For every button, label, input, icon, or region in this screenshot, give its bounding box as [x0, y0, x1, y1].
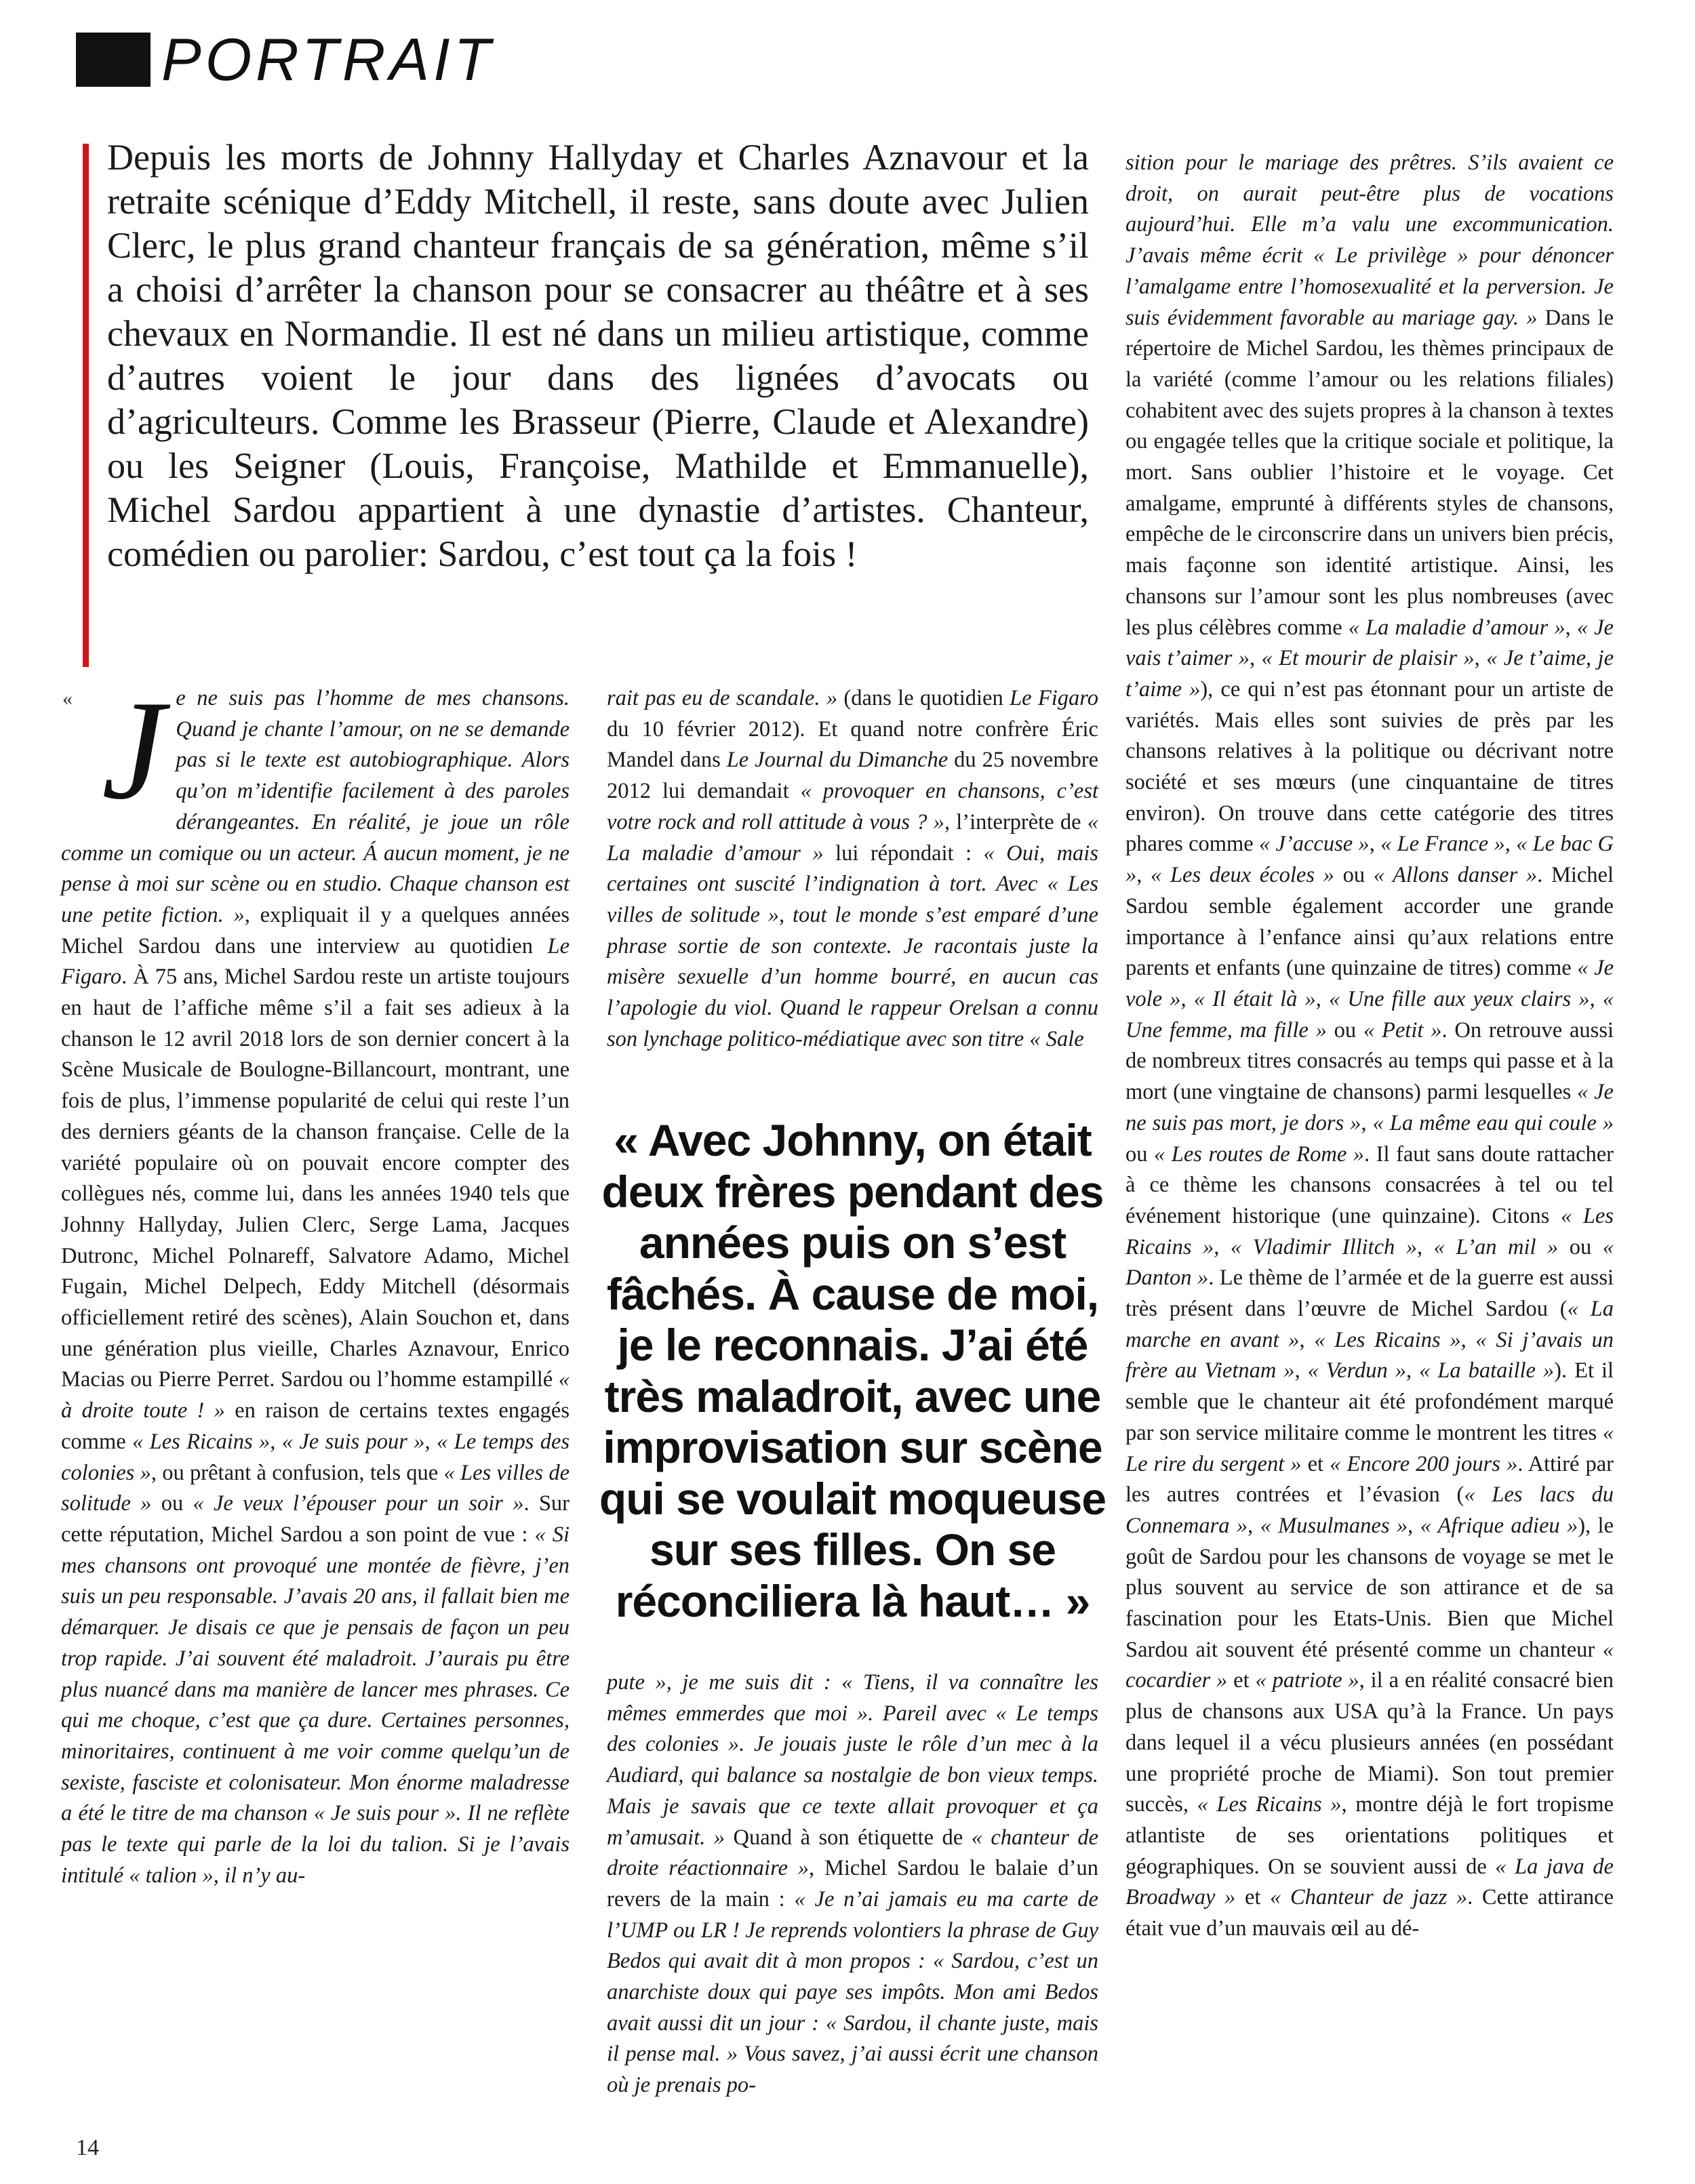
column-2-bottom-text: pute », je me suis dit : « Tiens, il va connaître les mêmes emmerdes que moi ». Pareil avec « Le temps des colonies ». Je jouais juste le rôle d’un mec à la Audiard, qui balance sa nostalgie de bon vieux temps. Mais je savais que ce texte allait provoquer et ça m’amusait. » Quand à son étiquette de « chanteur de droite réactionnaire », Michel Sardou le balaie d’un revers de la main : « Je n’ai jamais eu ma carte de l’UMP ou LR ! Je reprends volontiers la phrase de Guy Bedos qui avait dit à mon propos : « Sardou, c’est un anarchiste doux qui paye ses impôts. Mon ami Bedos avait aussi dit un jour : « Sardou, il chante juste, mais il pense mal. » Vous savez, j’ai aussi écrit une chanson où je prenais po-	[607, 1670, 1098, 2098]
column-1-text: Je ne suis pas l’homme de mes chansons. Quand je chante l’amour, on ne se demande pas si le texte est autobiographique. Alors qu’on m’identifie facilement à des paroles dérangeantes. En réalité, je joue un rôle comme un comique ou un acteur. Á aucun moment, je ne pense à moi sur scène ou en studio. Chaque chanson est une petite fiction. », expliquait il y a quelques années Michel Sardou dans une interview au quotidien Le Figaro. À 75 ans, Michel Sardou reste un artiste toujours en haut de l’affiche même s’il a fait ses adieux à la chanson le 12 avril 2018 lors de son dernier concert à la Scène Musicale de Boulogne-Billancourt, montrant, une fois de plus, l’immense popularité de celui qui reste l’un des derniers géants de la chanson française. Celle de la variété populaire où on pouvait encore compter des collègues nés, comme lui, dans les années 1940 tels que Johnny Hallyday, Julien Clerc, Serge Lama, Jacques Dutronc, Michel Polnareff, Salvatore Adamo, Michel Fugain, Michel Delpech, Eddy Mitchell (désormais officiellement retiré des scènes), Alain Souchon et, dans une génération plus vieille, Charles Aznavour, Enrico Macias ou Pierre Perret. Sardou ou l’homme estampillé « à droite toute ! » en raison de certains textes engagés comme « Les Ricains », « Je suis pour », « Le temps des colonies », ou prêtant à confusion, tels que « Les villes de solitude » ou « Je veux l’épouser pour un soir ». Sur cette réputation, Michel Sardou a son point de vue : « Si mes chansons ont provoqué une montée de fièvre, j’en suis un peu responsable. J’avais 20 ans, il fallait bien me démarquer. Je disais ce que je pensais de façon un peu trop rapide. J’ai souvent été maladroit. J’aurais pu être plus nuancé dans ma manière de lancer mes phrases. Ce qui me choque, c’est que ça dure. Certaines personnes, minoritaires, continuent à me voir comme quelqu’un de sexiste, fasciste et colonisateur. Mon énorme maladresse a été le titre de ma chanson « Je suis pour ». Il ne reflète pas le texte qui parle de la loi du talion. Si je l’avais intitulé « talion », il n’y au-	[61, 672, 570, 1888]
opening-quote-mark: «	[62, 687, 73, 710]
pull-quote: « Avec Johnny, on était deux frères pendant des années puis on s’est fâchés. À cause de moi, je le reconnais. J’ai été très maladroit, avec une improvisation sur scène qui se voulait moqueuse sur ses filles. On se réconciliera là haut… »	[599, 1115, 1106, 1626]
section-header	[76, 26, 494, 94]
section-title: PORTRAIT	[161, 26, 495, 93]
column-1	[61, 672, 570, 1891]
column-2-top	[607, 683, 1098, 1055]
lead-paragraph: Depuis les morts de Johnny Hallyday et Charles Aznavour et la retraite scénique d’Eddy Mitchell, il reste, sans doute avec Julien Clerc, le plus grand chanteur français de sa génération, même s’il a choisi d’arrêter la chanson pour se consacrer au théâtre et à ses chevaux en Normandie. Il est né dans un milieu artistique, comme d’autres voient le jour dans des lignées d’avocats ou d’agriculteurs. Comme les Brasseur (Pierre, Claude et Alexandre) ou les Seigner (Louis, Françoise, Mathilde et Emmanuelle), Michel Sardou appartient à une dynastie d’artistes. Chanteur, comédien ou parolier: Sardou, c’est tout ça la fois !	[107, 137, 1089, 574]
column-2-bottom	[607, 1667, 1098, 2101]
drop-cap: J	[102, 672, 165, 829]
column-2-top-text: rait pas eu de scandale. » (dans le quotidien Le Figaro du 10 février 2012). Et quand notre confrère Éric Mandel dans Le Journal du Dimanche du 25 novembre 2012 lui demandait « provoquer en chansons, c’est votre rock and roll attitude à vous ? », l’interprète de « La maladie d’amour » lui répondait : « Oui, mais certaines ont suscité l’indignation à tort. Avec « Les villes de solitude », tout le monde s’est emparé d’une phrase sortie de son contexte. Je racontais juste la misère sexuelle d’un homme bourré, en aucun cas l’apologie du viol. Quand le rappeur Orelsan a connu son lynchage politico-médiatique avec son titre « Sale	[607, 686, 1098, 1051]
header-black-bar	[76, 33, 151, 87]
page-number: 14	[76, 2135, 99, 2160]
column-3	[1125, 148, 1614, 1945]
lead-accent-bar	[83, 144, 89, 667]
column-3-text: sition pour le mariage des prêtres. S’ils avaient ce droit, on aurait peut-être plus de vocations aujourd’hui. Elle m’a valu une excommunication. J’avais même écrit « Le privilège » pour dénoncer l’amalgame entre l’homosexualité et la perversion. Je suis évidemment favorable au mariage gay. » Dans le répertoire de Michel Sardou, les thèmes principaux de la variété (comme l’amour ou les relations filiales) cohabitent avec des sujets propres à la chanson à textes ou engagée telles que la critique sociale et politique, la mort. Sans oublier l’histoire et le voyage. Cet amalgame, emprunté à différents styles de chansons, empêche de le circonscrire dans un univers bien précis, mais façonne son identité artistique. Ainsi, les chansons sur l’amour sont les plus nombreuses (avec les plus célèbres comme « La maladie d’amour », « Je vais t’aimer », « Et mourir de plaisir », « Je t’aime, je t’aime »), ce qui n’est pas étonnant pour un artiste de variétés. Mais elles sont suivies de près par les chansons relatives à la politique ou décrivant notre société et ses mœurs (une cinquantaine de titres environ). On trouve dans cette catégorie des titres phares comme « J’accuse », « Le France », « Le bac G », « Les deux écoles » ou « Allons danser ». Michel Sardou semble également accorder une grande importance à l’enfance ainsi qu’aux relations entre parents et enfants (une quinzaine de titres) comme « Je vole », « Il était là », « Une fille aux yeux clairs », « Une femme, ma fille » ou « Petit ». On retrouve aussi de nombreux titres consacrés au temps qui passe et à la mort (une vingtaine de chansons) parmi lesquelles « Je ne suis pas mort, je dors », « La même eau qui coule » ou « Les routes de Rome ». Il faut sans doute rattacher à ce thème les chansons consacrées à tel ou tel événement historique (une quinzaine). Citons « Les Ricains », « Vladimir Illitch », « L’an mil » ou « Danton ». Le thème de l’armée et de la guerre est aussi très présent dans l’œuvre de Michel Sardou (« La marche en avant », « Les Ricains », « Si j’avais un frère au Vietnam », « Verdun », « La bataille »). Et il semble que le chanteur ait été profondément marqué par son service militaire comme le montrent les titres « Le rire du sergent » et « Encore 200 jours ». Attiré par les autres contrées et l’évasion (« Les lacs du Connemara », « Musulmanes », « Afrique adieu »), le goût de Sardou pour les chansons de voyage se met le plus souvent au service de son attirance et de sa fascination pour les Etats-Unis. Bien que Michel Sardou ait souvent été présenté comme un chanteur « cocardier » et « patriote », il a en réalité consacré bien plus de chansons aux USA qu’à la France. Un pays dans lequel il a vécu plusieurs années (en possédant une propriété proche de Miami). Son tout premier succès, « Les Ricains », montre déjà le fort tropisme atlantiste de ses orientations politiques et géographiques. On se souvient aussi de « La java de Broadway » et « Chanteur de jazz ». Cette attirance était vue d’un mauvais œil au dé-	[1125, 150, 1614, 1941]
